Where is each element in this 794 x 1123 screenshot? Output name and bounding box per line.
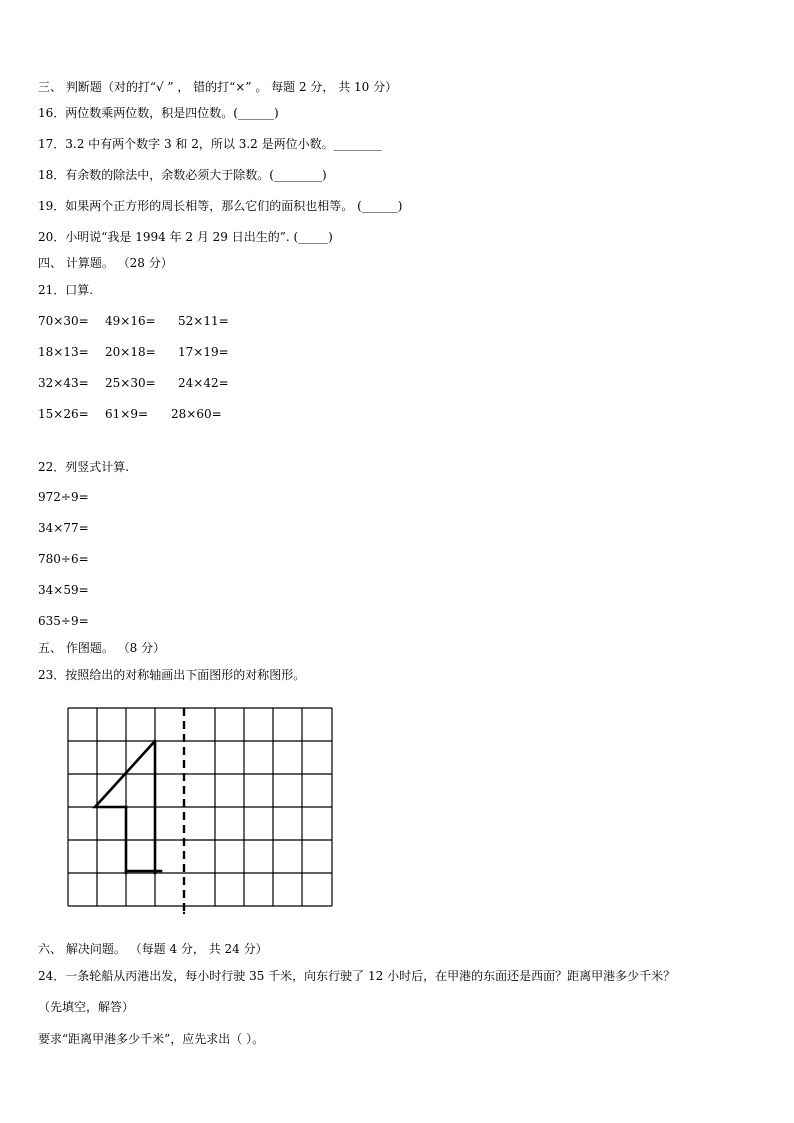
- oral-calc-item: 32×43=: [38, 376, 89, 390]
- vertical-calc-item: 635÷9=: [38, 614, 89, 628]
- vertical-calc-item: 972÷9=: [38, 490, 89, 504]
- question-22: 22．列竖式计算.: [38, 460, 130, 474]
- oral-calc-item: 24×42=: [178, 376, 229, 390]
- oral-calc-item: 52×11=: [178, 314, 229, 328]
- section-3-heading: 三、 判断题（对的打“√ ” ， 错的打“×” 。 每题 2 分， 共 10 分）: [38, 80, 398, 94]
- oral-calc-item: 15×26=: [38, 407, 89, 421]
- symmetry-grid-figure: [66, 706, 336, 916]
- question-20: 20．小明说“我是 1994 年 2 月 29 日出生的”. (_____): [38, 230, 333, 244]
- question-17: 17．3.2 中有两个数字 3 和 2，所以 3.2 是两位小数。________: [38, 137, 382, 151]
- oral-calc-item: 28×60=: [171, 407, 222, 421]
- vertical-calc-item: 34×77=: [38, 521, 89, 535]
- question-18: 18．有余数的除法中，余数必须大于除数。(________): [38, 168, 327, 182]
- oral-calc-item: 49×16=: [105, 314, 156, 328]
- oral-calc-item: 25×30=: [105, 376, 156, 390]
- section-6-heading: 六、 解决问题。 （每题 4 分， 共 24 分）: [38, 942, 268, 956]
- section-5-heading: 五、 作图题。 （8 分）: [38, 641, 166, 655]
- question-21: 21．口算.: [38, 283, 94, 297]
- oral-calc-item: 70×30=: [38, 314, 89, 328]
- question-24: 24．一条轮船从丙港出发，每小时行驶 35 千米，向东行驶了 12 小时后，在甲港的东面还是西面？距离甲港多少千米？: [38, 969, 676, 983]
- oral-calc-item: 18×13=: [38, 345, 89, 359]
- oral-calc-item: 17×19=: [178, 345, 229, 359]
- question-19: 19．如果两个正方形的周长相等，那么它们的面积也相等。 (______): [38, 199, 403, 213]
- question-23: 23．按照给出的对称轴画出下面图形的对称图形。: [38, 668, 306, 682]
- oral-calc-item: 20×18=: [105, 345, 156, 359]
- axis-end-dot: [183, 912, 185, 914]
- vertical-calc-item: 34×59=: [38, 583, 89, 597]
- question-24-fill: 要求“距离甲港多少千米”，应先求出（ ）。: [38, 1032, 265, 1046]
- oral-calc-item: 61×9=: [105, 407, 149, 421]
- vertical-calc-item: 780÷6=: [38, 552, 89, 566]
- section-4-heading: 四、 计算题。 （28 分）: [38, 256, 173, 270]
- question-24-note: （先填空，解答）: [38, 1000, 135, 1014]
- question-16: 16．两位数乘两位数，积是四位数。(______): [38, 106, 279, 120]
